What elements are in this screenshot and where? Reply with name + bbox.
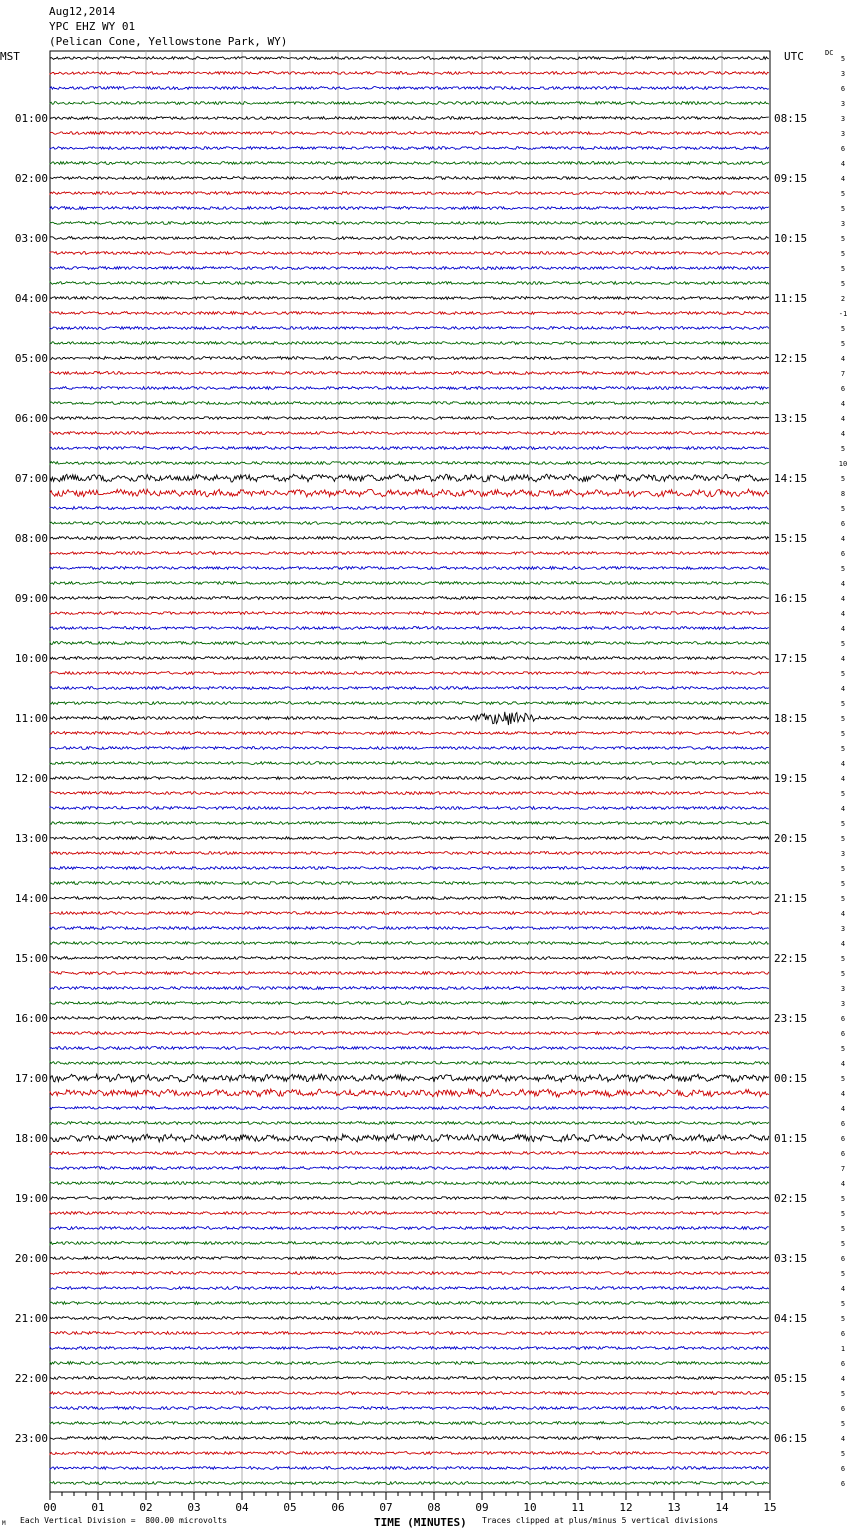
dc-value: 5	[840, 715, 846, 723]
trace-44	[50, 712, 769, 725]
trace-13	[50, 252, 769, 255]
right-timezone-label: UTC	[784, 50, 804, 63]
trace-76	[50, 1197, 769, 1200]
dc-value: 4	[840, 160, 846, 168]
dc-value: 10	[838, 460, 848, 468]
dc-value: 5	[840, 1420, 846, 1428]
dc-value: 3	[840, 130, 846, 138]
trace-34	[50, 567, 769, 570]
trace-71	[50, 1122, 769, 1125]
trace-94	[50, 1467, 769, 1470]
dc-value: 3	[840, 115, 846, 123]
right-hour-label: 03:15	[774, 1252, 808, 1265]
dc-value: 5	[840, 1270, 846, 1278]
left-hour-label: 13:00	[14, 832, 48, 845]
trace-38	[50, 627, 769, 630]
station-code: YPC EHZ WY 01	[49, 20, 136, 33]
dc-value: 5	[840, 790, 846, 798]
dc-value: 3	[840, 70, 846, 78]
x-tick-label: 13	[667, 1501, 681, 1514]
trace-82	[50, 1287, 769, 1290]
dc-value: 5	[840, 1045, 846, 1053]
trace-70	[50, 1107, 769, 1110]
trace-53	[50, 852, 769, 855]
dc-value: 4	[840, 1285, 846, 1293]
dc-value: 5	[840, 1225, 846, 1233]
trace-33	[50, 552, 769, 555]
dc-value: 5	[840, 865, 846, 873]
dc-value: 6	[840, 1405, 846, 1413]
dc-value: 4	[840, 400, 846, 408]
x-tick-label: 06	[331, 1501, 345, 1514]
trace-92	[50, 1437, 769, 1440]
right-hour-label: 09:15	[774, 172, 808, 185]
trace-90	[50, 1407, 769, 1410]
right-hour-label: 05:15	[774, 1372, 808, 1385]
trace-95	[50, 1482, 769, 1485]
trace-7	[50, 162, 769, 165]
trace-47	[50, 762, 769, 765]
dc-value: 5	[840, 820, 846, 828]
trace-60	[50, 957, 769, 960]
trace-18	[50, 327, 769, 330]
dc-value: 4	[840, 595, 846, 603]
trace-22	[50, 387, 769, 390]
trace-83	[50, 1302, 769, 1305]
trace-14	[50, 267, 769, 270]
right-hour-label: 21:15	[774, 892, 808, 905]
trace-29	[50, 489, 769, 497]
trace-10	[50, 207, 769, 210]
trace-75	[50, 1182, 769, 1185]
trace-37	[50, 612, 769, 615]
trace-26	[50, 447, 769, 450]
dc-value: 5	[840, 1390, 846, 1398]
trace-1	[50, 72, 769, 75]
trace-91	[50, 1422, 769, 1425]
right-hour-label: 04:15	[774, 1312, 808, 1325]
right-hour-label: 06:15	[774, 1432, 808, 1445]
trace-51	[50, 822, 769, 825]
x-tick-label: 11	[571, 1501, 585, 1514]
dc-value: 5	[840, 640, 846, 648]
right-hour-label: 15:15	[774, 532, 808, 545]
trace-93	[50, 1452, 769, 1455]
trace-21	[50, 372, 769, 375]
trace-80	[50, 1257, 769, 1260]
dc-value: 3	[840, 100, 846, 108]
trace-55	[50, 882, 769, 885]
trace-67	[50, 1062, 769, 1065]
clip-note: Traces clipped at plus/minus 5 vertical divisions	[482, 1516, 719, 1525]
dc-value: 5	[840, 880, 846, 888]
trace-87	[50, 1362, 769, 1365]
x-tick-label: 01	[91, 1501, 105, 1514]
x-tick-label: 00	[43, 1501, 57, 1514]
dc-value: 5	[840, 1315, 846, 1323]
left-hour-label: 01:00	[14, 112, 48, 125]
station-location: (Pelican Cone, Yellowstone Park, WY)	[49, 35, 288, 48]
right-hour-label: 17:15	[774, 652, 808, 665]
dc-value: 5	[840, 55, 846, 63]
trace-86	[50, 1347, 769, 1350]
trace-81	[50, 1272, 769, 1275]
dc-value: 6	[840, 520, 846, 528]
dc-value: 5	[840, 1210, 846, 1218]
record-date: Aug12,2014	[49, 5, 116, 18]
x-tick-label: 02	[139, 1501, 153, 1514]
trace-19	[50, 342, 769, 345]
dc-value: 4	[840, 415, 846, 423]
trace-54	[50, 867, 769, 870]
dc-value: 5	[840, 970, 846, 978]
dc-value: 4	[840, 655, 846, 663]
dc-value: 4	[840, 355, 846, 363]
dc-value: 3	[840, 925, 846, 933]
right-hour-label: 08:15	[774, 112, 808, 125]
dc-label: DC	[825, 49, 834, 57]
trace-39	[50, 642, 769, 645]
dc-value: 8	[840, 490, 846, 498]
dc-value: 5	[840, 250, 846, 258]
trace-17	[50, 312, 769, 315]
trace-57	[50, 912, 769, 915]
x-tick-label: 07	[379, 1501, 393, 1514]
trace-69	[50, 1089, 769, 1097]
trace-2	[50, 87, 769, 90]
dc-value: 6	[840, 85, 846, 93]
trace-9	[50, 192, 769, 195]
dc-value: -1	[838, 310, 848, 318]
left-hour-label: 22:00	[14, 1372, 48, 1385]
x-tick-label: 04	[235, 1501, 249, 1514]
trace-15	[50, 282, 769, 285]
dc-value: 5	[840, 340, 846, 348]
trace-12	[50, 237, 769, 240]
dc-value: 5	[840, 955, 846, 963]
left-hour-label: 15:00	[14, 952, 48, 965]
dc-value: 5	[840, 1450, 846, 1458]
dc-value: 7	[840, 370, 846, 378]
dc-value: 5	[840, 325, 846, 333]
right-hour-label: 13:15	[774, 412, 808, 425]
dc-value: 4	[840, 685, 846, 693]
dc-value: 6	[840, 550, 846, 558]
trace-40	[50, 657, 769, 660]
dc-value: 5	[840, 280, 846, 288]
trace-25	[50, 432, 769, 435]
dc-value: 4	[840, 1090, 846, 1098]
dc-value: 5	[840, 1075, 846, 1083]
x-tick-label: 15	[763, 1501, 777, 1514]
left-hour-label: 07:00	[14, 472, 48, 485]
dc-value: 6	[840, 1465, 846, 1473]
dc-value: 3	[840, 1000, 846, 1008]
trace-85	[50, 1332, 769, 1335]
x-tick-label: 12	[619, 1501, 633, 1514]
trace-32	[50, 537, 769, 540]
left-hour-label: 14:00	[14, 892, 48, 905]
trace-79	[50, 1242, 769, 1245]
right-hour-label: 22:15	[774, 952, 808, 965]
left-hour-label: 19:00	[14, 1192, 48, 1205]
dc-value: 6	[840, 1330, 846, 1338]
dc-value: 4	[840, 625, 846, 633]
dc-value: 6	[840, 1135, 846, 1143]
trace-8	[50, 177, 769, 180]
dc-value: 6	[840, 1360, 846, 1368]
trace-27	[50, 462, 769, 465]
dc-value: 6	[840, 1030, 846, 1038]
trace-0	[50, 57, 769, 60]
trace-89	[50, 1392, 769, 1395]
x-tick-label: 05	[283, 1501, 297, 1514]
trace-73	[50, 1152, 769, 1155]
trace-74	[50, 1167, 769, 1170]
trace-24	[50, 417, 769, 420]
trace-5	[50, 132, 769, 135]
left-hour-label: 03:00	[14, 232, 48, 245]
dc-value: 6	[840, 1015, 846, 1023]
trace-43	[50, 702, 769, 705]
left-hour-label: 16:00	[14, 1012, 48, 1025]
right-hour-label: 19:15	[774, 772, 808, 785]
trace-41	[50, 672, 769, 675]
trace-78	[50, 1227, 769, 1230]
x-tick-label: 08	[427, 1501, 441, 1514]
x-tick-label: 10	[523, 1501, 537, 1514]
corner-mark: M	[2, 1520, 6, 1527]
dc-value: 3	[840, 850, 846, 858]
dc-value: 6	[840, 1255, 846, 1263]
trace-63	[50, 1002, 769, 1005]
dc-value: 6	[840, 385, 846, 393]
left-hour-label: 08:00	[14, 532, 48, 545]
trace-48	[50, 777, 769, 780]
left-hour-label: 11:00	[14, 712, 48, 725]
dc-value: 1	[840, 1345, 846, 1353]
dc-value: 5	[840, 670, 846, 678]
dc-value: 4	[840, 940, 846, 948]
dc-value: 4	[840, 760, 846, 768]
dc-value: 5	[840, 190, 846, 198]
trace-50	[50, 807, 769, 810]
left-hour-label: 02:00	[14, 172, 48, 185]
trace-64	[50, 1017, 769, 1020]
dc-value: 6	[840, 1120, 846, 1128]
trace-84	[50, 1317, 769, 1320]
x-tick-label: 03	[187, 1501, 201, 1514]
dc-value: 4	[840, 1435, 846, 1443]
trace-88	[50, 1377, 769, 1380]
left-hour-label: 18:00	[14, 1132, 48, 1145]
trace-66	[50, 1047, 769, 1050]
dc-value: 5	[840, 445, 846, 453]
dc-value: 5	[840, 1195, 846, 1203]
right-hour-label: 00:15	[774, 1072, 808, 1085]
trace-62	[50, 987, 769, 990]
trace-72	[50, 1134, 769, 1142]
trace-42	[50, 687, 769, 690]
dc-value: 6	[840, 1480, 846, 1488]
trace-49	[50, 792, 769, 795]
right-hour-label: 10:15	[774, 232, 808, 245]
trace-16	[50, 297, 769, 300]
right-hour-label: 16:15	[774, 592, 808, 605]
left-timezone-label: MST	[0, 50, 20, 63]
left-hour-label: 17:00	[14, 1072, 48, 1085]
trace-11	[50, 222, 769, 225]
trace-65	[50, 1032, 769, 1035]
trace-45	[50, 732, 769, 735]
trace-36	[50, 597, 769, 600]
dc-value: 6	[840, 145, 846, 153]
left-hour-label: 06:00	[14, 412, 48, 425]
trace-31	[50, 522, 769, 525]
dc-value: 5	[840, 1240, 846, 1248]
dc-value: 6	[840, 1150, 846, 1158]
right-hour-label: 11:15	[774, 292, 808, 305]
trace-52	[50, 837, 769, 840]
right-hour-label: 20:15	[774, 832, 808, 845]
left-hour-label: 05:00	[14, 352, 48, 365]
dc-value: 5	[840, 265, 846, 273]
dc-value: 5	[840, 505, 846, 513]
trace-23	[50, 402, 769, 405]
trace-61	[50, 972, 769, 975]
scale-note: Each Vertical Division = 800.00 microvolts	[20, 1516, 228, 1525]
dc-value: 4	[840, 175, 846, 183]
right-hour-label: 02:15	[774, 1192, 808, 1205]
right-hour-label: 23:15	[774, 1012, 808, 1025]
left-hour-label: 10:00	[14, 652, 48, 665]
left-hour-label: 12:00	[14, 772, 48, 785]
time-axis	[43, 1492, 776, 1514]
dc-value: 5	[840, 565, 846, 573]
left-hour-label: 09:00	[14, 592, 48, 605]
trace-4	[50, 117, 769, 120]
x-tick-label: 09	[475, 1501, 489, 1514]
right-hour-label: 18:15	[774, 712, 808, 725]
trace-56	[50, 897, 769, 900]
dc-value: 3	[840, 985, 846, 993]
right-hour-label: 12:15	[774, 352, 808, 365]
dc-value: 4	[840, 580, 846, 588]
dc-value: 5	[840, 835, 846, 843]
dc-value: 4	[840, 430, 846, 438]
dc-value: 4	[840, 1105, 846, 1113]
trace-77	[50, 1212, 769, 1215]
right-hour-label: 01:15	[774, 1132, 808, 1145]
dc-value: 5	[840, 475, 846, 483]
dc-value: 4	[840, 610, 846, 618]
dc-value: 5	[840, 745, 846, 753]
x-axis-label: TIME (MINUTES)	[374, 1516, 467, 1529]
trace-30	[50, 507, 769, 510]
dc-value: 5	[840, 235, 846, 243]
trace-35	[50, 582, 769, 585]
trace-3	[50, 102, 769, 105]
dc-value: 4	[840, 805, 846, 813]
dc-value: 4	[840, 1180, 846, 1188]
dc-value: 3	[840, 220, 846, 228]
trace-28	[50, 474, 769, 482]
dc-value: 2	[840, 295, 846, 303]
left-hour-label: 23:00	[14, 1432, 48, 1445]
trace-58	[50, 927, 769, 930]
dc-value: 4	[840, 1375, 846, 1383]
dc-value: 5	[840, 700, 846, 708]
trace-6	[50, 147, 769, 150]
left-hour-label: 20:00	[14, 1252, 48, 1265]
x-tick-label: 14	[715, 1501, 729, 1514]
dc-value: 5	[840, 1300, 846, 1308]
left-hour-label: 04:00	[14, 292, 48, 305]
right-hour-label: 14:15	[774, 472, 808, 485]
dc-value: 4	[840, 775, 846, 783]
dc-value: 7	[840, 1165, 846, 1173]
left-hour-label: 21:00	[14, 1312, 48, 1325]
trace-59	[50, 942, 769, 945]
dc-value: 5	[840, 730, 846, 738]
trace-46	[50, 747, 769, 750]
dc-value: 4	[840, 1060, 846, 1068]
seismic-traces	[50, 57, 769, 1485]
trace-68	[50, 1074, 769, 1082]
dc-value: 4	[840, 910, 846, 918]
dc-value: 5	[840, 205, 846, 213]
dc-value: 5	[840, 895, 846, 903]
trace-20	[50, 357, 769, 360]
dc-value: 4	[840, 535, 846, 543]
